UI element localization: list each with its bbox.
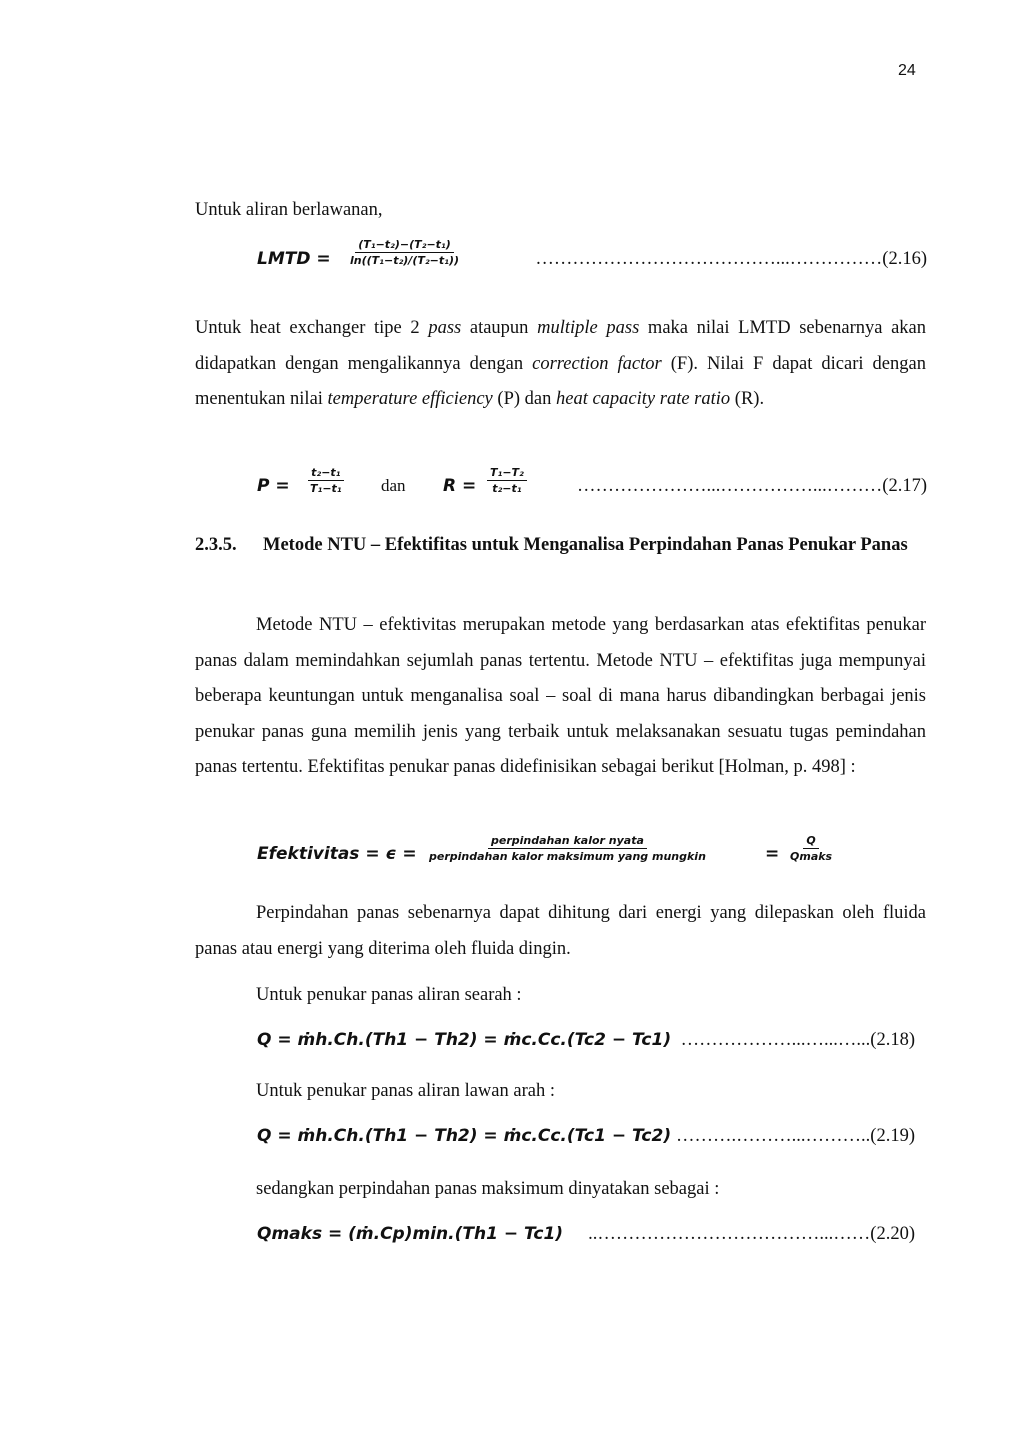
eq-eff-denominator: perpindahan kalor maksimum yang mungkin [429,850,706,863]
eq-2-19-number: ……….………...………..(2.19) [676,1126,915,1146]
eq-r-lhs: R = [443,476,477,496]
equation-2-20 [257,1224,927,1254]
equation-2-16 [257,238,927,288]
eq-2-16-number: …………………………………...……………(2.16) [535,249,927,269]
italic-term: correction factor [532,353,662,374]
eq-2-19-expression: Q = ṁh.Ch.(Th1 − Th2) = ṁc.Cc.(Tc1 − Tc2) [257,1126,672,1146]
eq-lmtd-denominator: ln((T₁−t₂)/(T₂−t₁)) [350,254,460,267]
section-heading [195,528,926,564]
text-run: (R). [730,389,765,410]
italic-term: temperature efficiency [327,389,493,410]
page-number: 24 [898,62,916,79]
eq-p-fraction [307,466,345,495]
eq-lmtd-lhs: LMTD = [257,249,331,269]
eq-r-fraction [487,466,527,495]
eq-eff-fraction-q [787,834,835,863]
eq-eff-equals: = [765,844,780,864]
equation-effectiveness [257,834,927,880]
eq-2-17-number: …………………...……………...………(2.17) [577,476,927,496]
eq-r-denominator: t₂−t₁ [492,482,522,495]
eq-2-20-expression: Qmaks = (ṁ.Cp)min.(Th1 − Tc1) [257,1224,564,1244]
equation-2-18 [257,1030,927,1058]
eq-eff-q-denominator: Qmaks [790,850,833,863]
eq-eff-fraction [426,834,709,863]
eq-lmtd-numerator: (T₁−t₂)−(T₂−t₁) [355,238,454,253]
eq-lmtd-fraction [347,238,462,267]
paragraph-counter-flow: Untuk penukar panas aliran lawan arah : [256,1081,555,1101]
eq-2-20-number: ..………………………………...……(2.20) [588,1224,915,1244]
section-number: 2.3.5. [195,535,237,555]
eq-2-18-number: ………………...…...…...(2.18) [680,1030,915,1050]
eq-eff-lhs: Efektivitas = ϵ = [257,844,417,864]
paragraph-parallel-flow: Untuk penukar panas aliran searah : [256,985,522,1005]
paragraph-actual-heat: Perpindahan panas sebenarnya dapat dihitung dari energi yang dilepaskan oleh fluida panas atau energi yang diterima oleh fluida dingin. [195,903,926,959]
eq-p-numerator: t₂−t₁ [308,466,343,481]
eq-dan-label: dan [381,476,406,495]
eq-2-18-expression: Q = ṁh.Ch.(Th1 − Th2) = ṁc.Cc.(Tc2 − Tc1) [257,1030,672,1050]
text-run: Untuk heat exchanger tipe 2 [195,318,429,338]
eq-r-numerator: T₁−T₂ [487,466,527,481]
italic-term: pass [428,318,462,338]
section-title: Metode NTU – Efektifitas untuk Menganalisa Perpindahan Panas Penukar Panas [263,535,908,555]
italic-term: heat capacity rate ratio [555,389,731,410]
text-run: ataupun [461,318,538,338]
text-run: (P) dan [492,389,556,410]
eq-eff-q-numerator: Q [803,834,818,849]
equation-2-17 [257,466,927,508]
paragraph-counterflow-intro: Untuk aliran berlawanan, [195,200,383,220]
eq-p-denominator: T₁−t₁ [310,482,342,495]
equation-2-19 [257,1126,927,1154]
text-run: (F). Nilai F dapat dicari dengan menentukan nilai [195,353,926,410]
paragraph-max-heat: sedangkan perpindahan panas maksimum dinyatakan sebagai : [256,1179,720,1199]
eq-eff-numerator: perpindahan kalor nyata [488,834,647,849]
text-run: maka nilai LMTD sebenarnya akan didapatkan dengan mengalikannya dengan [195,318,927,374]
eq-p-lhs: P = [257,476,290,496]
italic-term: multiple pass [537,318,640,338]
paragraph-ntu-method: Metode NTU – efektivitas merupakan metode yang berdasarkan atas efektifitas penukar panas dalam memindahkan sejumlah panas tertentu. Metode NTU – efektifitas juga mempunyai beberapa keuntungan untuk menganalisa soal – soal di mana harus dibandingkan berbagai jenis penukar panas guna memilih jenis yang terbaik untuk melaksanakan sesuatu tugas pemindahan panas tertentu. Efektifitas penukar panas didefinisikan sebagai berikut [Holman, p. 498] : [195,615,926,778]
paragraph-multipass [195,311,926,418]
